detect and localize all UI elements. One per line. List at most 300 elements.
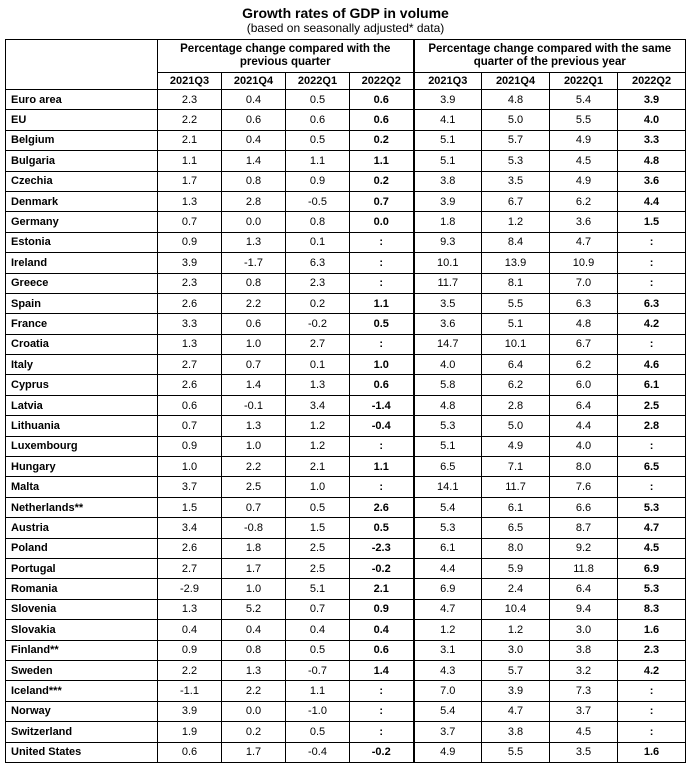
value-cell: 5.1	[414, 130, 482, 150]
table-row	[6, 355, 686, 375]
value-cell: 3.3	[618, 130, 686, 150]
country-cell: Italy	[6, 355, 158, 375]
value-cell: 6.7	[482, 191, 550, 211]
value-cell: 3.8	[414, 171, 482, 191]
value-cell: -0.8	[222, 518, 286, 538]
value-cell: -1.7	[222, 253, 286, 273]
value-cell: 0.7	[286, 599, 350, 619]
value-cell: 0.4	[222, 130, 286, 150]
country-cell: Malta	[6, 477, 158, 497]
value-cell: 0.6	[222, 110, 286, 130]
value-cell: 0.6	[350, 110, 414, 130]
value-cell: :	[350, 273, 414, 293]
value-cell: 5.5	[550, 110, 618, 130]
value-cell: 6.1	[482, 497, 550, 517]
value-cell: 1.2	[286, 436, 350, 456]
value-cell: -0.2	[286, 314, 350, 334]
value-cell: 3.9	[618, 90, 686, 110]
value-cell: 1.0	[222, 436, 286, 456]
value-cell: 10.1	[414, 253, 482, 273]
value-cell: 2.1	[350, 579, 414, 599]
value-cell: 1.4	[350, 660, 414, 680]
value-cell: 3.0	[550, 620, 618, 640]
value-cell: :	[350, 477, 414, 497]
value-cell: 0.2	[350, 130, 414, 150]
table-row	[6, 538, 686, 558]
country-cell: Greece	[6, 273, 158, 293]
value-cell: 14.1	[414, 477, 482, 497]
table-row	[6, 599, 686, 619]
country-cell: Austria	[6, 518, 158, 538]
table-row	[6, 334, 686, 354]
country-header-cell	[6, 40, 158, 90]
value-cell: 1.1	[286, 151, 350, 171]
value-cell: 2.8	[482, 395, 550, 415]
value-cell: 0.2	[222, 722, 286, 742]
value-cell: 3.9	[414, 191, 482, 211]
value-cell: 5.1	[286, 579, 350, 599]
value-cell: 0.8	[222, 273, 286, 293]
country-cell: Cyprus	[6, 375, 158, 395]
value-cell: 14.7	[414, 334, 482, 354]
table-row	[6, 579, 686, 599]
value-cell: 0.2	[286, 293, 350, 313]
value-cell: :	[350, 701, 414, 721]
value-cell: 0.0	[222, 212, 286, 232]
table-row	[6, 232, 686, 252]
value-cell: 0.5	[286, 640, 350, 660]
country-cell: Slovenia	[6, 599, 158, 619]
value-cell: 5.5	[482, 742, 550, 762]
value-cell: 3.7	[550, 701, 618, 721]
group-header-previous-quarter: Percentage change compared with the previous quarter	[158, 40, 414, 73]
table-row	[6, 701, 686, 721]
value-cell: 9.3	[414, 232, 482, 252]
value-cell: 3.5	[482, 171, 550, 191]
value-cell: 2.6	[158, 375, 222, 395]
value-cell: 3.9	[482, 681, 550, 701]
table-row	[6, 640, 686, 660]
value-cell: 0.5	[350, 314, 414, 334]
value-cell: 4.0	[550, 436, 618, 456]
value-cell: -2.9	[158, 579, 222, 599]
table-row	[6, 130, 686, 150]
value-cell: -1.1	[158, 681, 222, 701]
value-cell: 2.6	[350, 497, 414, 517]
country-cell: Iceland***	[6, 681, 158, 701]
value-cell: 0.4	[158, 620, 222, 640]
value-cell: 7.6	[550, 477, 618, 497]
value-cell: 2.2	[222, 293, 286, 313]
country-cell: Romania	[6, 579, 158, 599]
value-cell: 6.1	[618, 375, 686, 395]
value-cell: 1.2	[286, 416, 350, 436]
value-cell: 2.6	[158, 293, 222, 313]
value-cell: 1.1	[158, 151, 222, 171]
value-cell: 0.8	[286, 212, 350, 232]
value-cell: 4.0	[414, 355, 482, 375]
value-cell: 1.1	[350, 293, 414, 313]
value-cell: 4.8	[482, 90, 550, 110]
table-body	[6, 90, 686, 763]
value-cell: 0.6	[350, 640, 414, 660]
value-cell: 2.2	[158, 110, 222, 130]
value-cell: 2.8	[618, 416, 686, 436]
value-cell: 6.0	[550, 375, 618, 395]
value-cell: 3.2	[550, 660, 618, 680]
country-cell: Bulgaria	[6, 151, 158, 171]
quarter-header: 2021Q4	[222, 73, 286, 90]
value-cell: 0.4	[222, 90, 286, 110]
value-cell: 7.1	[482, 457, 550, 477]
value-cell: 0.5	[286, 722, 350, 742]
value-cell: 0.6	[286, 110, 350, 130]
country-cell: Spain	[6, 293, 158, 313]
value-cell: 1.2	[414, 620, 482, 640]
value-cell: 5.7	[482, 660, 550, 680]
value-cell: 1.2	[482, 620, 550, 640]
value-cell: :	[350, 681, 414, 701]
value-cell: 1.0	[158, 457, 222, 477]
value-cell: 1.2	[482, 212, 550, 232]
country-cell: Germany	[6, 212, 158, 232]
table-row	[6, 457, 686, 477]
country-cell: United States	[6, 742, 158, 762]
value-cell: 4.4	[618, 191, 686, 211]
country-cell: France	[6, 314, 158, 334]
value-cell: 1.7	[222, 558, 286, 578]
value-cell: 7.0	[550, 273, 618, 293]
value-cell: 2.6	[158, 538, 222, 558]
table-row	[6, 558, 686, 578]
value-cell: 0.5	[286, 90, 350, 110]
value-cell: 3.8	[550, 640, 618, 660]
value-cell: 2.3	[158, 90, 222, 110]
table-row	[6, 314, 686, 334]
value-cell: 4.1	[414, 110, 482, 130]
value-cell: 7.3	[550, 681, 618, 701]
value-cell: 4.7	[482, 701, 550, 721]
value-cell: 4.7	[414, 599, 482, 619]
value-cell: :	[618, 436, 686, 456]
value-cell: 0.6	[350, 90, 414, 110]
value-cell: :	[618, 334, 686, 354]
table-row	[6, 375, 686, 395]
value-cell: 8.1	[482, 273, 550, 293]
value-cell: 6.3	[550, 293, 618, 313]
value-cell: 6.2	[550, 191, 618, 211]
value-cell: 5.1	[414, 151, 482, 171]
value-cell: -1.0	[286, 701, 350, 721]
value-cell: 0.5	[286, 130, 350, 150]
table-row	[6, 191, 686, 211]
value-cell: 1.0	[222, 579, 286, 599]
value-cell: 2.4	[482, 579, 550, 599]
value-cell: 8.3	[618, 599, 686, 619]
value-cell: :	[618, 701, 686, 721]
quarter-header: 2022Q2	[618, 73, 686, 90]
value-cell: 6.2	[482, 375, 550, 395]
value-cell: 0.7	[350, 191, 414, 211]
value-cell: :	[350, 436, 414, 456]
value-cell: 2.1	[286, 457, 350, 477]
value-cell: 4.3	[414, 660, 482, 680]
value-cell: 6.6	[550, 497, 618, 517]
value-cell: 10.9	[550, 253, 618, 273]
value-cell: 5.0	[482, 416, 550, 436]
table-row	[6, 90, 686, 110]
value-cell: 11.7	[414, 273, 482, 293]
value-cell: :	[350, 334, 414, 354]
value-cell: 10.4	[482, 599, 550, 619]
table-subtitle: (based on seasonally adjusted* data)	[246, 21, 445, 35]
table-row	[6, 212, 686, 232]
value-cell: 3.9	[414, 90, 482, 110]
value-cell: 1.9	[158, 722, 222, 742]
country-cell: Estonia	[6, 232, 158, 252]
value-cell: 1.8	[222, 538, 286, 558]
country-cell: Belgium	[6, 130, 158, 150]
country-cell: Czechia	[6, 171, 158, 191]
quarter-header: 2022Q1	[286, 73, 350, 90]
value-cell: 9.4	[550, 599, 618, 619]
value-cell: 2.2	[222, 681, 286, 701]
value-cell: 6.4	[550, 395, 618, 415]
value-cell: 3.6	[618, 171, 686, 191]
value-cell: 3.4	[158, 518, 222, 538]
country-cell: Croatia	[6, 334, 158, 354]
value-cell: 5.7	[482, 130, 550, 150]
value-cell: :	[618, 253, 686, 273]
value-cell: 3.5	[414, 293, 482, 313]
value-cell: :	[618, 722, 686, 742]
value-cell: 2.7	[158, 355, 222, 375]
value-cell: 6.3	[618, 293, 686, 313]
value-cell: 6.2	[550, 355, 618, 375]
value-cell: :	[618, 232, 686, 252]
value-cell: 5.3	[618, 497, 686, 517]
value-cell: 0.2	[350, 171, 414, 191]
value-cell: -0.2	[350, 558, 414, 578]
value-cell: 6.9	[414, 579, 482, 599]
value-cell: 9.2	[550, 538, 618, 558]
value-cell: 1.4	[222, 151, 286, 171]
value-cell: 3.9	[158, 701, 222, 721]
value-cell: 4.7	[550, 232, 618, 252]
value-cell: 1.7	[158, 171, 222, 191]
value-cell: 2.3	[618, 640, 686, 660]
value-cell: 1.1	[350, 151, 414, 171]
value-cell: 0.8	[222, 171, 286, 191]
value-cell: 6.4	[550, 579, 618, 599]
value-cell: 1.8	[414, 212, 482, 232]
value-cell: 5.2	[222, 599, 286, 619]
value-cell: 0.4	[350, 620, 414, 640]
value-cell: 5.3	[414, 416, 482, 436]
value-cell: -0.2	[350, 742, 414, 762]
table-row	[6, 660, 686, 680]
value-cell: 6.9	[618, 558, 686, 578]
value-cell: 4.9	[414, 742, 482, 762]
value-cell: 4.7	[618, 518, 686, 538]
value-cell: 1.6	[618, 742, 686, 762]
value-cell: 1.7	[222, 742, 286, 762]
value-cell: 4.8	[618, 151, 686, 171]
table-row	[6, 477, 686, 497]
value-cell: 6.5	[618, 457, 686, 477]
value-cell: 4.5	[550, 151, 618, 171]
value-cell: :	[618, 477, 686, 497]
value-cell: 11.7	[482, 477, 550, 497]
value-cell: 4.5	[550, 722, 618, 742]
value-cell: 4.2	[618, 660, 686, 680]
value-cell: 8.0	[482, 538, 550, 558]
value-cell: 2.5	[286, 558, 350, 578]
value-cell: :	[350, 253, 414, 273]
value-cell: 0.9	[158, 232, 222, 252]
value-cell: 0.0	[222, 701, 286, 721]
gdp-growth-table	[5, 39, 686, 763]
value-cell: 5.9	[482, 558, 550, 578]
value-cell: 2.7	[286, 334, 350, 354]
country-cell: Slovakia	[6, 620, 158, 640]
value-cell: 6.7	[550, 334, 618, 354]
value-cell: -0.4	[286, 742, 350, 762]
value-cell: 1.3	[158, 334, 222, 354]
value-cell: 8.7	[550, 518, 618, 538]
value-cell: :	[350, 722, 414, 742]
value-cell: 0.1	[286, 355, 350, 375]
value-cell: 2.5	[286, 538, 350, 558]
value-cell: 6.5	[414, 457, 482, 477]
table-row	[6, 273, 686, 293]
group-header-previous-year: Percentage change compared with the same quarter of the previous year	[414, 40, 686, 73]
value-cell: 7.0	[414, 681, 482, 701]
value-cell: 5.3	[414, 518, 482, 538]
value-cell: 0.4	[222, 620, 286, 640]
value-cell: 1.5	[286, 518, 350, 538]
value-cell: 0.5	[350, 518, 414, 538]
table-row	[6, 253, 686, 273]
value-cell: 2.7	[158, 558, 222, 578]
value-cell: 2.1	[158, 130, 222, 150]
value-cell: 1.3	[222, 232, 286, 252]
value-cell: 0.9	[286, 171, 350, 191]
value-cell: 3.6	[550, 212, 618, 232]
country-cell: Switzerland	[6, 722, 158, 742]
table-row	[6, 722, 686, 742]
value-cell: 1.3	[158, 599, 222, 619]
country-cell: Netherlands**	[6, 497, 158, 517]
value-cell: 5.0	[482, 110, 550, 130]
table-row	[6, 293, 686, 313]
value-cell: 6.5	[482, 518, 550, 538]
country-cell: Norway	[6, 701, 158, 721]
value-cell: 4.9	[550, 171, 618, 191]
country-cell: Finland**	[6, 640, 158, 660]
quarter-header: 2021Q3	[414, 73, 482, 90]
value-cell: 5.4	[414, 497, 482, 517]
table-row	[6, 151, 686, 171]
value-cell: 2.5	[618, 395, 686, 415]
value-cell: -0.4	[350, 416, 414, 436]
value-cell: -2.3	[350, 538, 414, 558]
value-cell: 1.0	[286, 477, 350, 497]
value-cell: 4.8	[550, 314, 618, 334]
quarter-header: 2022Q2	[350, 73, 414, 90]
table-row	[6, 416, 686, 436]
value-cell: 4.4	[550, 416, 618, 436]
table-row	[6, 395, 686, 415]
value-cell: 5.5	[482, 293, 550, 313]
value-cell: :	[618, 273, 686, 293]
value-cell: 2.5	[222, 477, 286, 497]
value-cell: 0.1	[286, 232, 350, 252]
country-cell: Lithuania	[6, 416, 158, 436]
quarter-header: 2021Q4	[482, 73, 550, 90]
value-cell: 0.7	[158, 416, 222, 436]
value-cell: 0.7	[222, 497, 286, 517]
value-cell: 2.2	[222, 457, 286, 477]
value-cell: 1.1	[350, 457, 414, 477]
value-cell: 1.1	[286, 681, 350, 701]
value-cell: -0.7	[286, 660, 350, 680]
value-cell: 0.6	[222, 314, 286, 334]
value-cell: 2.3	[286, 273, 350, 293]
value-cell: 5.8	[414, 375, 482, 395]
value-cell: 1.5	[158, 497, 222, 517]
value-cell: 1.0	[222, 334, 286, 354]
value-cell: 4.5	[618, 538, 686, 558]
value-cell: 3.3	[158, 314, 222, 334]
value-cell: 4.9	[482, 436, 550, 456]
value-cell: 0.8	[222, 640, 286, 660]
value-cell: 4.4	[414, 558, 482, 578]
value-cell: 0.6	[350, 375, 414, 395]
value-cell: 1.3	[158, 191, 222, 211]
value-cell: 1.6	[618, 620, 686, 640]
value-cell: 0.7	[222, 355, 286, 375]
value-cell: 2.2	[158, 660, 222, 680]
value-cell: :	[618, 681, 686, 701]
value-cell: 1.3	[286, 375, 350, 395]
value-cell: -0.1	[222, 395, 286, 415]
value-cell: 1.4	[222, 375, 286, 395]
value-cell: 1.3	[222, 660, 286, 680]
country-cell: Euro area	[6, 90, 158, 110]
value-cell: 6.3	[286, 253, 350, 273]
value-cell: 3.0	[482, 640, 550, 660]
value-cell: 11.8	[550, 558, 618, 578]
value-cell: -0.5	[286, 191, 350, 211]
country-cell: Sweden	[6, 660, 158, 680]
value-cell: 4.0	[618, 110, 686, 130]
value-cell: 2.8	[222, 191, 286, 211]
table-title: Growth rates of GDP in volume	[242, 5, 449, 21]
value-cell: 4.8	[414, 395, 482, 415]
value-cell: 0.7	[158, 212, 222, 232]
country-cell: Hungary	[6, 457, 158, 477]
value-cell: 1.0	[350, 355, 414, 375]
value-cell: 8.4	[482, 232, 550, 252]
value-cell: -1.4	[350, 395, 414, 415]
value-cell: 5.4	[550, 90, 618, 110]
value-cell: 3.4	[286, 395, 350, 415]
value-cell: 0.0	[350, 212, 414, 232]
value-cell: 0.9	[158, 640, 222, 660]
country-cell: Poland	[6, 538, 158, 558]
table-row	[6, 171, 686, 191]
